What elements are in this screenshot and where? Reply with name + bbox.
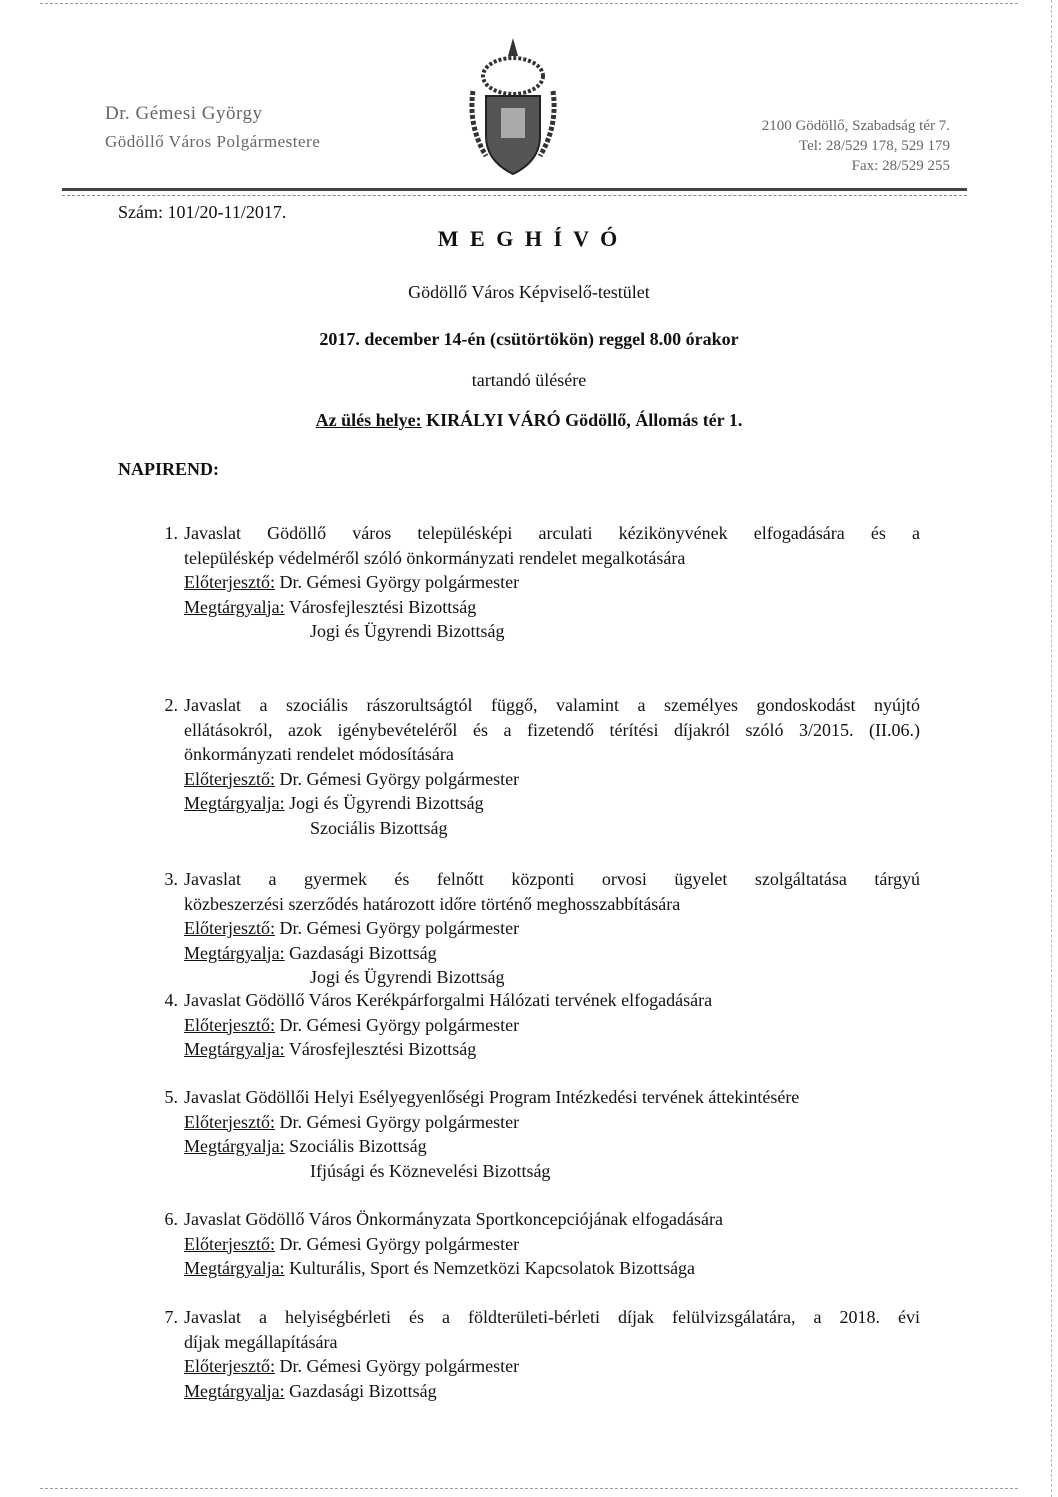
item-presenter (184, 570, 920, 595)
discussed-label: Megtárgyalja: (184, 1039, 285, 1059)
presenter-label: Előterjesztő: (184, 918, 275, 938)
presenter-label: Előterjesztő: (184, 1111, 275, 1132)
item-presenter (184, 916, 920, 941)
item-text: Javaslat a helyiségbérleti és a földterületi-bérleti díjak felülvizsgálatára, a 2018. évi (184, 1307, 920, 1327)
venue (0, 410, 1058, 431)
item-number: 2. (164, 695, 178, 715)
item-presenter (184, 1232, 920, 1257)
item-number: 1. (164, 523, 178, 543)
item-text: ellátásokról, azok igénybevételéről és a fizetendő térítési díjakról szóló 3/2015. (II.06.) (184, 719, 920, 740)
item-committee (184, 1134, 920, 1159)
committee-name: Jogi és Ügyrendi Bizottság (310, 967, 505, 987)
session-text: tartandó ülésére (471, 370, 587, 390)
presenter-name: Dr. Gémesi György polgármester (274, 1111, 520, 1132)
item-number: 6. (164, 1209, 178, 1229)
item-number: 3. (164, 869, 178, 889)
presenter-name: Dr. Gémesi György polgármester (274, 1356, 520, 1376)
agenda-item (150, 867, 920, 990)
header-divider-dashed (62, 195, 967, 196)
committee-name: Jogi és Ügyrendi Bizottság (284, 793, 484, 813)
committee-name: Ifjúsági és Köznevelési Bizottság (310, 1160, 551, 1181)
agenda-item (150, 1085, 920, 1183)
agenda-heading: NAPIREND: (118, 459, 219, 479)
item-text: Javaslat a gyermek és felnőtt központi orvosi ügyelet szolgáltatása tárgyú (184, 869, 920, 889)
item-presenter (184, 1013, 920, 1038)
item-number: 4. (164, 990, 178, 1010)
letterhead-right (762, 116, 950, 176)
discussed-label: Megtárgyalja: (184, 596, 285, 617)
item-text: díjak megállapítására (184, 1331, 338, 1352)
presenter-label: Előterjesztő: (184, 768, 275, 789)
discussed-label: Megtárgyalja: (184, 1258, 285, 1278)
committee-name: Városfejlesztési Bizottság (284, 1039, 477, 1059)
phone: Tel: 28/529 178, 529 179 (798, 138, 950, 154)
venue-text: KIRÁLYI VÁRÓ Gödöllő, Állomás tér 1. (421, 410, 743, 430)
item-number: 5. (164, 1087, 178, 1107)
item-text: Javaslat Gödöllő Város Kerékpárforgalmi Hálózati tervének elfogadására (184, 990, 713, 1010)
committee-name: Szociális Bizottság (284, 1136, 427, 1156)
item-presenter (184, 767, 920, 792)
discussed-label: Megtárgyalja: (184, 1136, 285, 1156)
item-committee (184, 1037, 920, 1062)
mayor-title: Gödöllő Város Polgármestere (105, 132, 321, 151)
presenter-name: Dr. Gémesi György polgármester (274, 572, 520, 592)
item-text: településkép védelméről szóló önkormányzati rendelet megalkotására (184, 547, 686, 568)
presenter-label: Előterjesztő: (184, 1233, 275, 1254)
agenda-item (150, 1207, 920, 1281)
address: 2100 Gödöllő, Szabadság tér 7. (761, 118, 950, 134)
agenda-item (150, 1305, 920, 1403)
meeting-date: 2017. december 14-én (csütörtökön) reggel 8.00 órakor (319, 329, 739, 349)
item-committee (184, 791, 920, 816)
document-title: M E G H Í V Ó (437, 226, 621, 251)
reference-number: Szám: 101/20-11/2017. (118, 202, 287, 222)
discussed-label: Megtárgyalja: (184, 942, 285, 963)
agenda-item (150, 521, 920, 644)
committee-name: Városfejlesztési Bizottság (284, 596, 477, 617)
item-presenter (184, 1354, 920, 1379)
letterhead-left (105, 100, 320, 156)
item-committee (184, 941, 920, 966)
committee-name: Gazdasági Bizottság (284, 1380, 437, 1401)
committee-name: Kulturális, Sport és Nemzetközi Kapcsolatok Bizottsága (284, 1258, 696, 1278)
agenda-item (150, 693, 920, 840)
city-coat-of-arms-icon (468, 36, 558, 176)
scan-artifact-edge (1051, 0, 1052, 1497)
presenter-name: Dr. Gémesi György polgármester (274, 768, 520, 789)
discussed-label: Megtárgyalja: (184, 1380, 285, 1401)
item-text: Javaslat Gödöllői Helyi Esélyegyenlőségi Program Intézkedési tervének áttekintésére (184, 1087, 800, 1107)
item-committee (184, 595, 920, 620)
scan-artifact-bottom (40, 1488, 1018, 1489)
scan-artifact-top (40, 3, 1018, 4)
item-text: közbeszerzési szerződés határozott időre történő meghosszabbítására (184, 893, 681, 914)
venue-label: Az ülés helye: (315, 410, 422, 430)
presenter-name: Dr. Gémesi György polgármester (274, 1014, 520, 1035)
presenter-name: Dr. Gémesi György polgármester (274, 1233, 520, 1254)
item-presenter (184, 1110, 920, 1135)
committee-name: Jogi és Ügyrendi Bizottság (310, 621, 505, 641)
body-name: Gödöllő Város Képviselő-testület (408, 282, 650, 302)
item-text: Javaslat Gödöllő város településképi arculati kézikönyvének elfogadására és a (184, 523, 920, 543)
presenter-label: Előterjesztő: (184, 1014, 275, 1035)
discussed-label: Megtárgyalja: (184, 793, 285, 813)
header-divider (62, 188, 967, 191)
item-number: 7. (164, 1307, 178, 1327)
presenter-label: Előterjesztő: (184, 572, 275, 592)
fax: Fax: 28/529 255 (851, 158, 950, 174)
item-text: Javaslat Gödöllő Város Önkormányzata Sportkoncepciójának elfogadására (184, 1209, 723, 1229)
presenter-name: Dr. Gémesi György polgármester (274, 918, 520, 938)
committee-name: Szociális Bizottság (310, 817, 448, 838)
mayor-name: Dr. Gémesi György (105, 103, 263, 124)
item-text: Javaslat a szociális rászorultságtól függő, valamint a személyes gondoskodást nyújtó (184, 695, 920, 715)
committee-name: Gazdasági Bizottság (284, 942, 437, 963)
item-committee (184, 1379, 920, 1404)
item-text: önkormányzati rendelet módosítására (184, 744, 454, 764)
item-committee (184, 1256, 920, 1281)
presenter-label: Előterjesztő: (184, 1356, 275, 1376)
agenda-item (150, 988, 920, 1062)
